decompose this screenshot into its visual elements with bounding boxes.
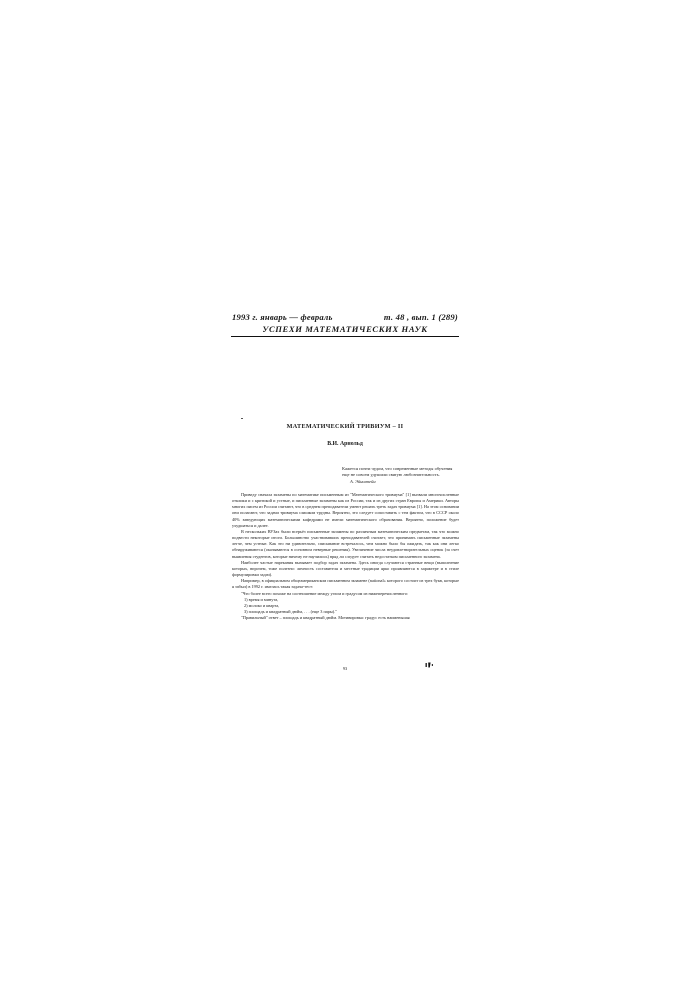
- body-paragraph: "Правильный" ответ – площадь и квадратный дюйм. Мотивировка: градус есть наименьшая: [241, 615, 410, 621]
- article-body: [232, 492, 459, 621]
- epigraph-signature: А. Эйнштейн: [350, 478, 376, 484]
- body-paragraph: Наиболее частые нарекания вызывает подбор задач экзамена. Здесь иногда случаются странные вещи (выполнение которых, впрочем, тоже полезно: личность составителя и местные традиции ярко проявляются в характере и в стиле формулировки задач).: [232, 559, 459, 578]
- journal-name: УСПЕХИ МАТЕМАТИЧЕСКИХ НАУК: [262, 324, 428, 334]
- article-author: В.И. Арнольд: [327, 441, 363, 447]
- header-rule: [231, 336, 459, 337]
- journal-issue-date: 1993 г. январь — февраль: [232, 312, 333, 322]
- epigraph-text: Кажется почти чудом, что современные методы обучения еще не совсем удушили святую любознательность.: [342, 466, 453, 478]
- list-item: 3) площадь и квадратный дюйм, . . . (еще 3 пары).": [244, 608, 337, 614]
- body-paragraph: Приведу сначала экзамены по математике письменным из "Математического тривиума" [1] вызвали многочисленные отклики и с критикой и устные, и письменные экзамены как из России, так и из других стран Европы и Америки. Авторы многих писем из России считают, что в среднем преподаватели умеют решать треть задач тривиума [1]. На этом основании они полагают, что задачи тривиума слишком трудны. Вероятно, это следует сопоставить с тем фактом, что в СССР около 40% заведующих математическими кафедрами не имели математического образования. Вероятно, положение будет ухудшаться и далее.: [232, 492, 459, 528]
- list-item: 2) молоко и кварта,: [244, 602, 280, 608]
- page-number: 93: [342, 666, 348, 671]
- body-paragraph: "Что более всего похоже на соотношение между углом и градусом из нижеперечисленного:: [241, 590, 409, 596]
- article-title: МАТЕМАТИЧЕСКИЙ ТРИВИУМ – II: [286, 423, 404, 430]
- body-paragraph: В нескольких ВУЗах были всерьёз письменные экзамены по различным математическим предметам, так что можно подвести некоторые итоги. Большинство участвовавших преподавателей считает, что принимать письменные экзамены легче, чем устные. Как это ни удивительно, списывание встречалось, чем можно было бы ожидать, так как они легко обнаруживаются (оказываются в основном неверные решения). Увеличение числа неудовлетворительных оценок (за счет выявления студентов, которые ничему не научились) вряд ли следует считать недостатком письменного экзамена.: [232, 528, 459, 559]
- body-paragraph: Например, в официальном общеамериканском письменном экзамене (national» которого состоит из трех букв, которые я забыл) в 1992 г. имелась такая задача-тест:: [232, 578, 459, 590]
- journal-issue-line: [232, 312, 458, 322]
- epigraph: [342, 466, 460, 485]
- ink-mark-icon: [425, 661, 435, 669]
- scan-speck: [241, 418, 243, 419]
- list-item: 1) время и минута,: [244, 596, 279, 602]
- journal-volume: т. 48 , вып. 1 (289): [383, 312, 458, 322]
